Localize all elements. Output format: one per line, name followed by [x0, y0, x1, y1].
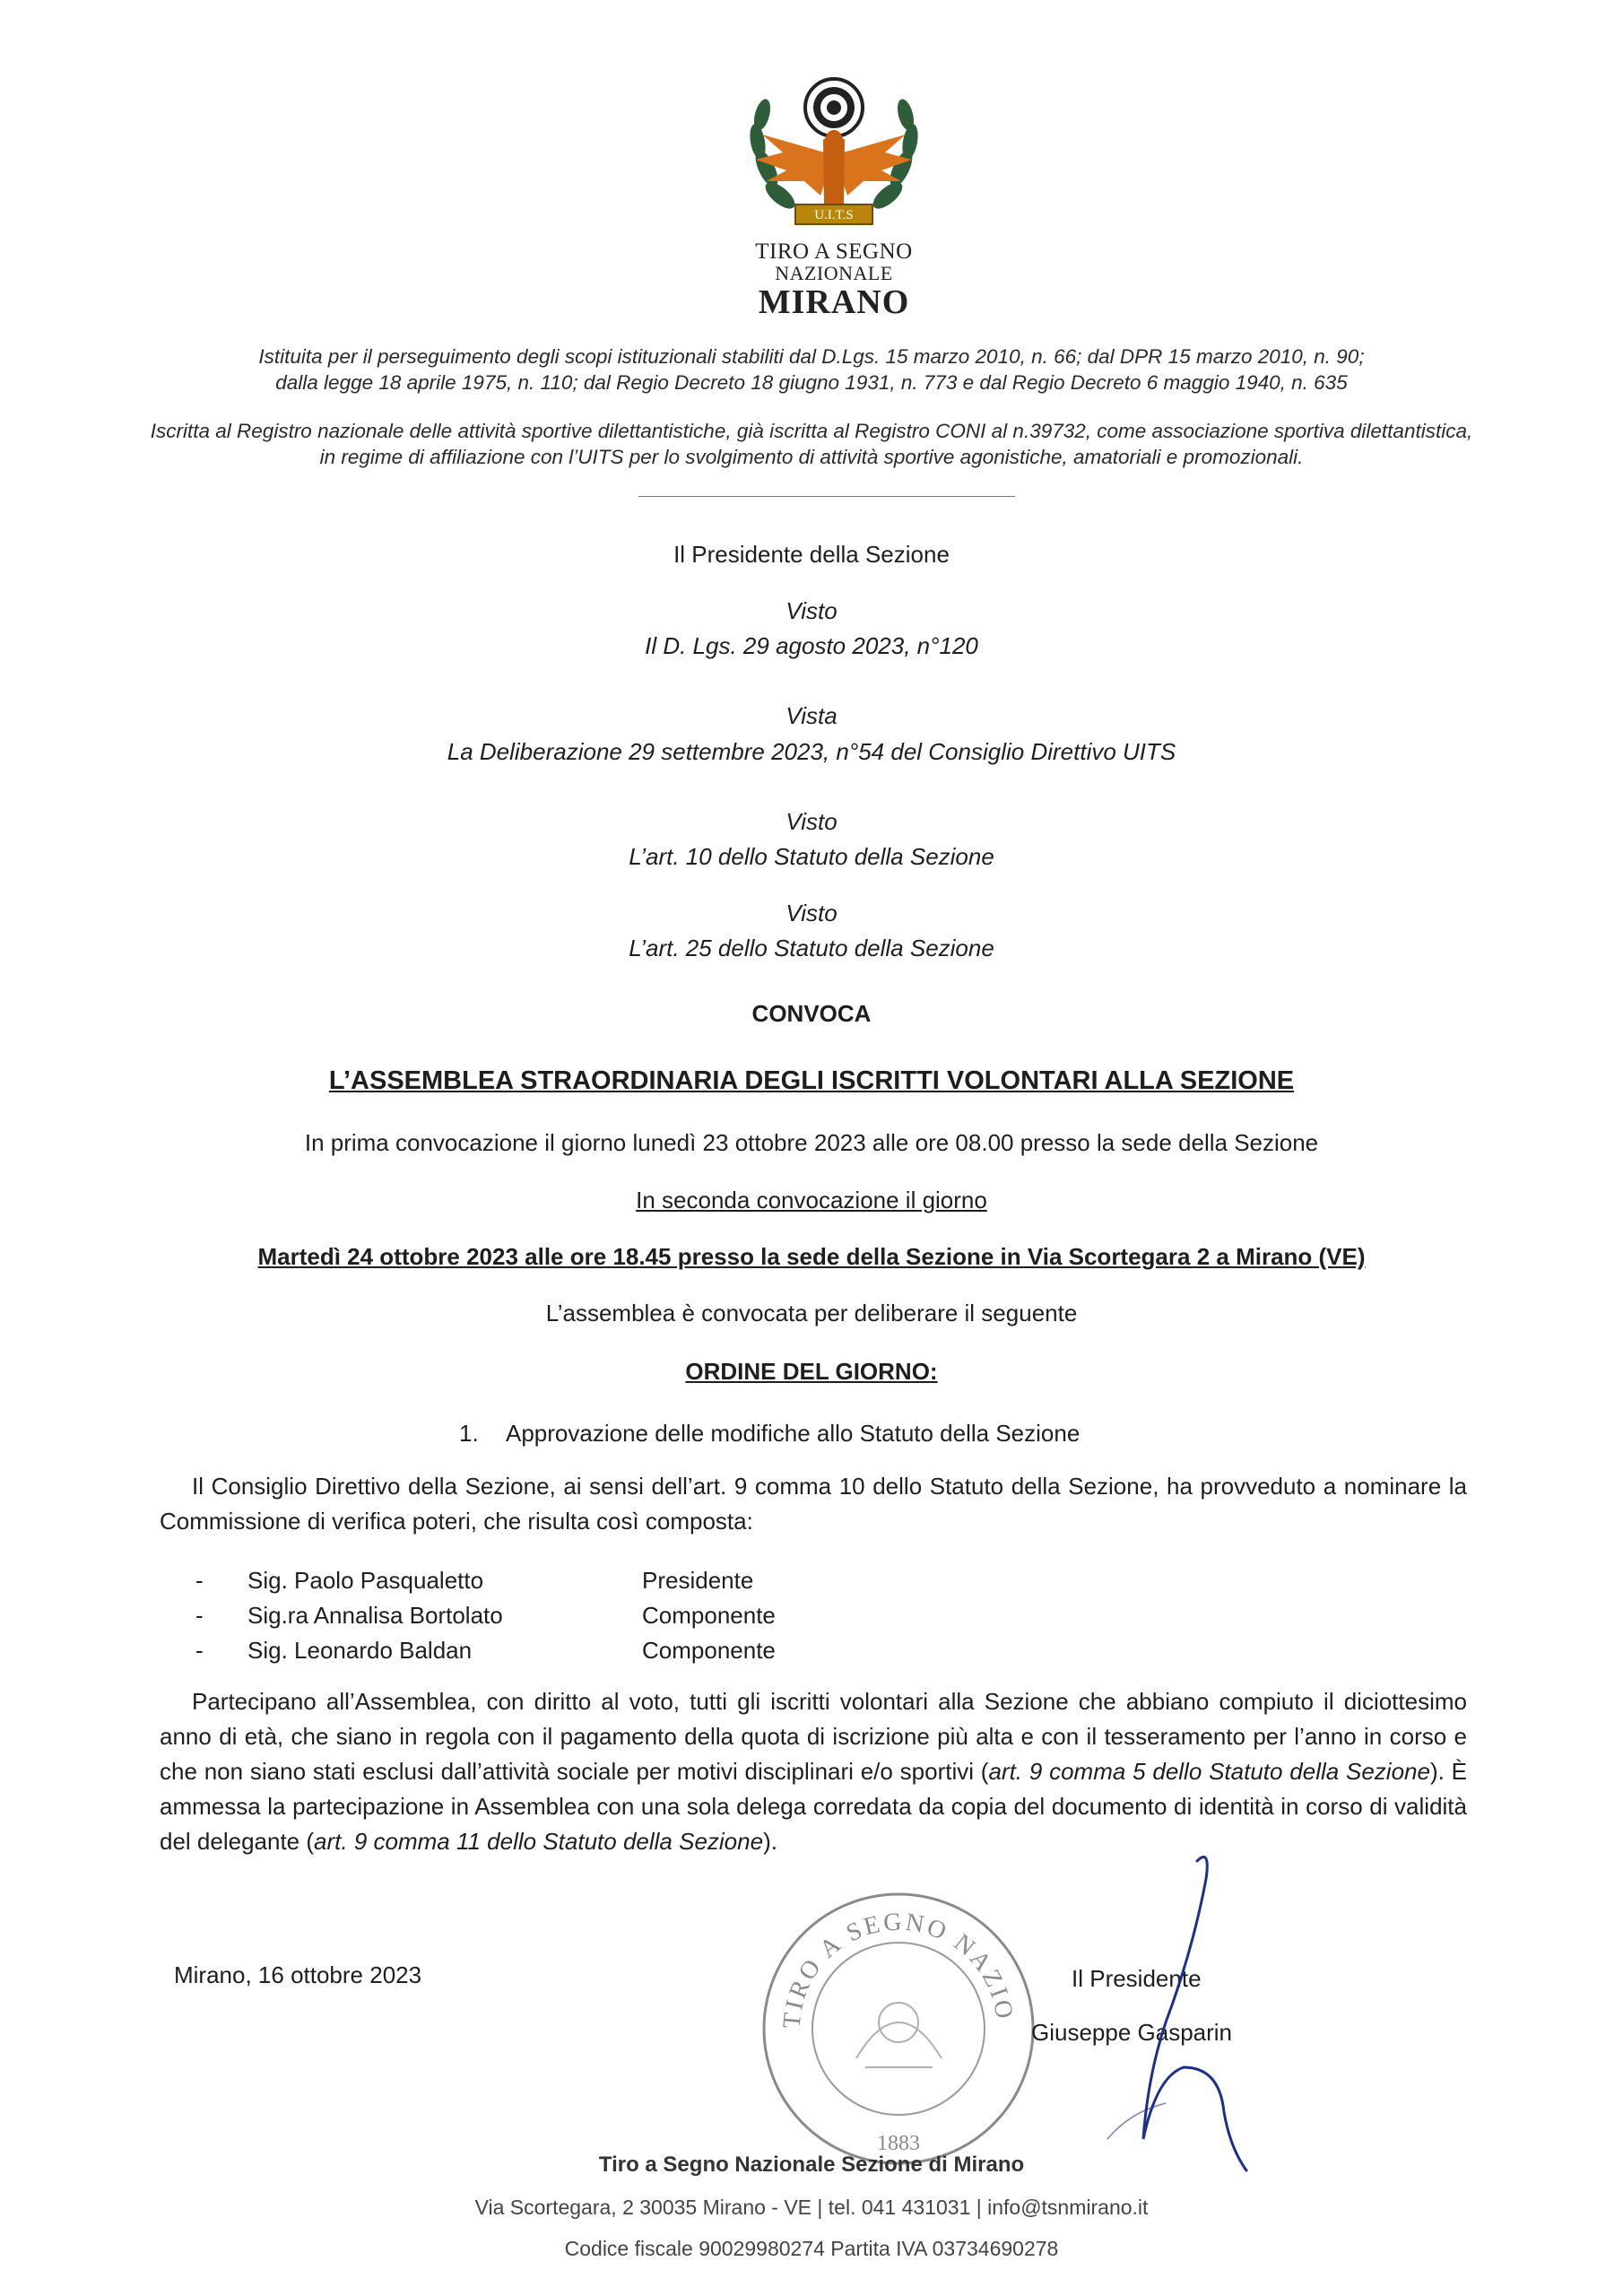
convoca-heading: CONVOCA [751, 1000, 872, 1027]
statute-reference-2: art. 9 comma 11 dello Statuto della Sezione [314, 1828, 764, 1855]
institution-statement-line1: Istituita per il perseguimento degli scopi istituzionali stabiliti dal D.Lgs. 15 marzo 2010, n. 66; dal DPR 15 marzo 2010, n. 90; [258, 345, 1365, 368]
agenda-item-text: Approvazione delle modifiche allo Statuto della Sezione [506, 1420, 1081, 1447]
footer-organization: Tiro a Segno Nazionale Sezione di Mirano [598, 2152, 1025, 2177]
vista-label: Vista [785, 702, 838, 729]
participation-paragraph [160, 1684, 1467, 1859]
member-role: Presidente [642, 1567, 754, 1594]
list-dash: - [195, 1567, 204, 1594]
visto-text-2: L’art. 10 dello Statuto della Sezione [629, 843, 994, 870]
footer-tax-ids: Codice fiscale 90029980274 Partita IVA 03734690278 [564, 2237, 1059, 2260]
list-item [195, 1633, 823, 1668]
list-dash: - [195, 1637, 204, 1664]
participation-text-1: Partecipano all’Assemblea, con diritto al voto, tutti gli iscritti volontari alla Sezione che abbiano compiuto il diciottesimo anno di età, che siano in regola con il pagamento della quota di iscrizione più alta e con il tesseramento per l’anno in corso e che non siano stati esclusi dall’attività sociale per motivi disciplinari e/o sportivi ( [160, 1688, 1467, 1785]
member-role: Componente [642, 1602, 776, 1629]
vista-text: La Deliberazione 29 settembre 2023, n°54 del Consiglio Direttivo UITS [447, 738, 1176, 765]
agenda-title: ORDINE DEL GIORNO: [685, 1358, 938, 1385]
visto-label-1: Visto [785, 597, 838, 624]
official-stamp [758, 1888, 1040, 2170]
list-item [195, 1563, 823, 1598]
org-name-line2: NAZIONALE [775, 262, 893, 284]
registry-statement-line1: Iscritta al Registro nazionale delle attività sportive dilettantistiche, già iscritta al Registro CONI al n.39732, come associazione sportiva dilettantistica, [150, 420, 1473, 442]
svg-text:TIRO A SEGNO NAZIONALE SEZIONE: TIRO A SEGNO NAZIO [777, 1908, 1020, 2030]
member-name: Sig.ra Annalisa Bortolato [247, 1602, 503, 1629]
president-title: Il Presidente [1072, 1965, 1202, 1992]
second-call-detail: Martedì 24 ottobre 2023 alle ore 18.45 presso la sede della Sezione in Via Scortegara 2 a Mirano (VE) [257, 1243, 1366, 1270]
member-name: Sig. Paolo Pasqualetto [247, 1567, 484, 1594]
member-role: Componente [642, 1637, 776, 1664]
statute-reference-1: art. 9 comma 5 dello Statuto della Sezione [988, 1758, 1430, 1785]
assembly-title: L’ASSEMBLEA STRAORDINARIA DEGLI ISCRITTI VOLONTARI ALLA SEZIONE [328, 1066, 1295, 1095]
visto-text-1: Il D. Lgs. 29 agosto 2023, n°120 [645, 632, 978, 659]
header-divider [638, 496, 1015, 497]
deliberate-intro: L’assemblea è convocata per deliberare il seguente [545, 1300, 1078, 1326]
svg-text:1883: 1883 [877, 2132, 920, 2155]
participation-text-3: ). [763, 1828, 777, 1855]
commission-members-list [195, 1563, 823, 1668]
visto-label-2: Visto [785, 808, 838, 835]
first-call-text: In prima convocazione il giorno lunedì 23 ottobre 2023 alle ore 08.00 presso la sede della Sezione [304, 1129, 1319, 1156]
org-name-line3: MIRANO [758, 283, 910, 321]
org-name-line1: TIRO A SEGNO [755, 239, 913, 264]
handwritten-signature [1031, 1843, 1264, 2175]
visto-text-3: L’art. 25 dello Statuto della Sezione [629, 935, 994, 961]
footer-contacts: Via Scortegara, 2 30035 Mirano - VE | tel. 041 431031 | info@tsnmirano.it [474, 2196, 1149, 2219]
agenda-item [459, 1419, 1080, 1448]
svg-text:U.I.T.S: U.I.T.S [814, 208, 854, 222]
commission-paragraph [160, 1469, 1467, 1539]
second-call-label: In seconda convocazione il giorno [636, 1187, 987, 1213]
list-item [195, 1598, 823, 1633]
place-and-date: Mirano, 16 ottobre 2023 [174, 1961, 422, 1988]
visto-label-3: Visto [785, 900, 838, 926]
registry-statement-line2: in regime di affiliazione con l’UITS per lo svolgimento di attività sportive agonistiche, amatoriali e promozionali. [319, 446, 1304, 468]
organization-name [628, 240, 1040, 321]
list-dash: - [195, 1602, 204, 1629]
participation-text-2: ). È ammessa la partecipazione in Assemblea con una sola delega corredata da copia del documento di identità in corso di validità del delegante ( [160, 1758, 1467, 1855]
institution-statement [99, 344, 1524, 396]
president-heading: Il Presidente della Sezione [673, 541, 950, 568]
president-name: Giuseppe Gasparin [1031, 2019, 1233, 2046]
uits-logo [731, 70, 937, 249]
member-name: Sig. Leonardo Baldan [247, 1637, 473, 1664]
institution-statement-line2: dalla legge 18 aprile 1975, n. 110; dal Regio Decreto 18 giugno 1931, n. 773 e dal Regio Decreto 6 maggio 1940, n. 635 [275, 371, 1348, 394]
commission-paragraph-text: Il Consiglio Direttivo della Sezione, ai sensi dell’art. 9 comma 10 dello Statuto della Sezione, ha provveduto a nominare la Commissione di verifica poteri, che risulta così composta: [160, 1473, 1467, 1535]
registry-statement [99, 418, 1524, 470]
agenda-item-number: 1. [459, 1420, 479, 1447]
